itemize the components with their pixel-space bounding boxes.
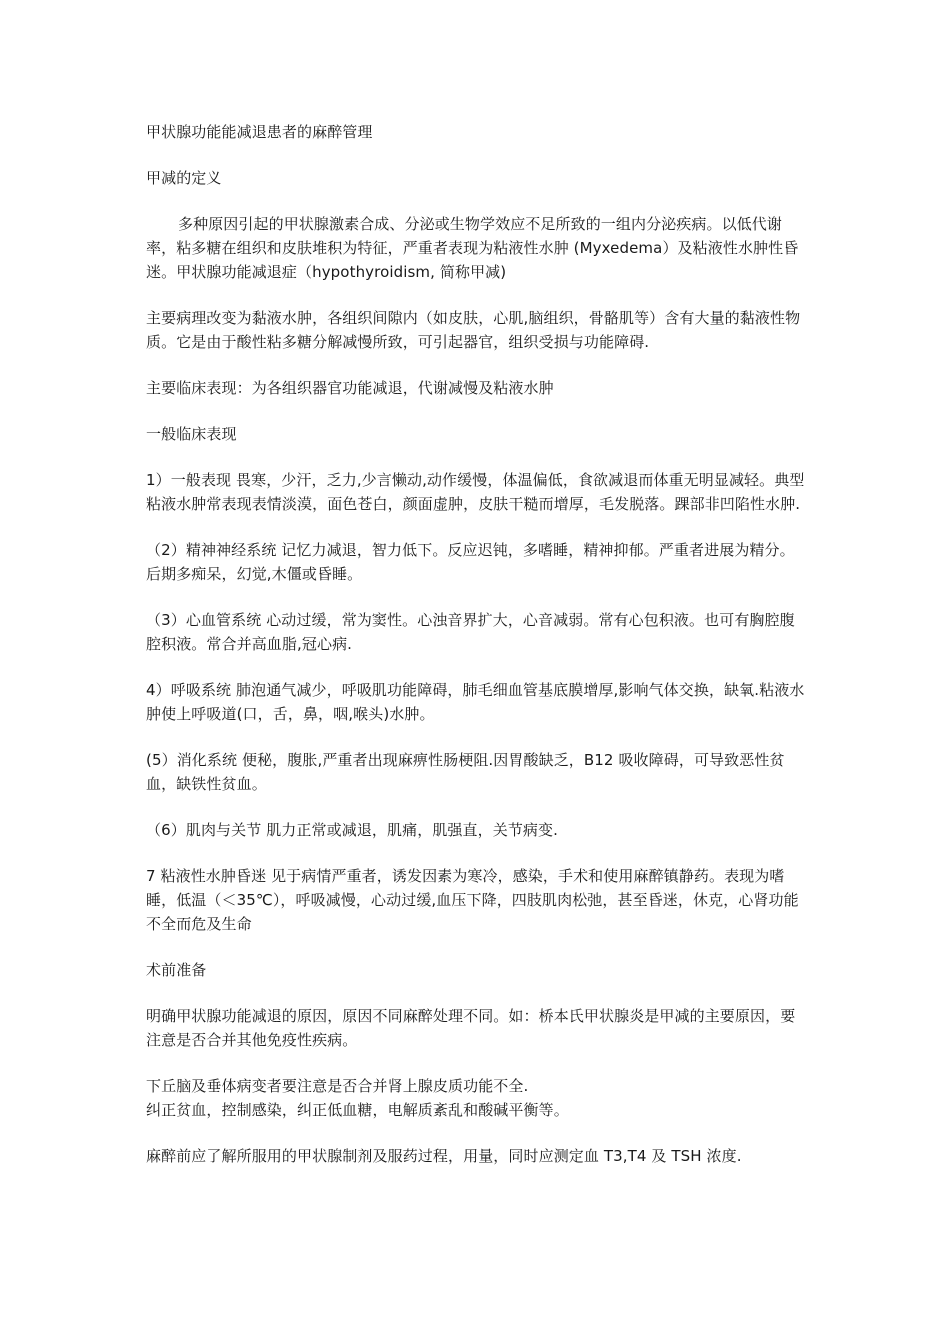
section-heading-preop: 术前准备 <box>146 961 207 979</box>
section-heading-definition: 甲减的定义 <box>146 169 222 187</box>
pathology-paragraph: 主要病理改变为黏液水肿，各组织间隙内（如皮肤，心肌,脑组织，骨骼肌等）含有大量的黏液性物质。它是由于酸性粘多糖分解减慢所致，可引起器官，组织受损与功能障碍. <box>146 309 801 351</box>
clinical-item-5: (5）消化系统 便秘，腹胀,严重者出现麻痹性肠梗阻.因胃酸缺乏，B12 吸收障碍，可导致恶性贫血，缺铁性贫血。 <box>146 751 785 793</box>
document-page <box>146 120 808 1168</box>
clinical-item-2: （2）精神神经系统 记忆力减退，智力低下。反应迟钝，多嗜睡，精神抑郁。严重者进展为精分。后期多痴呆，幻觉,木僵或昏睡。 <box>146 541 795 583</box>
clinical-item-6: （6）肌肉与关节 肌力正常或减退，肌痛，肌强直，关节病变. <box>146 821 558 839</box>
preop-paragraph-2a: 下丘脑及垂体病变者要注意是否合并肾上腺皮质功能不全. <box>146 1077 529 1095</box>
clinical-summary-paragraph: 主要临床表现：为各组织器官功能减退，代谢减慢及粘液水肿 <box>146 379 554 397</box>
clinical-item-1: 1）一般表现 畏寒，少汗，乏力,少言懒动,动作缓慢，体温偏低，食欲减退而体重无明显减轻。典型粘液水肿常表现表情淡漠，面色苍白，颜面虚肿，皮肤干糙而增厚，毛发脱落。踝部非凹陷性水肿. <box>146 471 805 513</box>
definition-paragraph: 多种原因引起的甲状腺激素合成、分泌或生物学效应不足所致的一组内分泌疾病。以低代谢率，粘多糖在组织和皮肤堆积为特征，严重者表现为粘液性水肿 (Myxedema）及粘液性水肿性昏迷。甲状腺功能减退症（hypothyroidism, 简称甲减) <box>146 215 799 281</box>
section-heading-general-clinical: 一般临床表现 <box>146 425 237 443</box>
preop-paragraph-1: 明确甲状腺功能减退的原因，原因不同麻醉处理不同。如：桥本氏甲状腺炎是甲减的主要原因，要注意是否合并其他免疫性疾病。 <box>146 1007 796 1049</box>
document-title: 甲状腺功能能减退患者的麻醉管理 <box>146 123 373 141</box>
clinical-item-4: 4）呼吸系统 肺泡通气减少，呼吸肌功能障碍，肺毛细血管基底膜增厚,影响气体交换，缺氧.粘液水肿使上呼吸道(口，舌，鼻，咽,喉头)水肿。 <box>146 681 805 723</box>
clinical-item-3: （3）心血管系统 心动过缓，常为窦性。心浊音界扩大，心音减弱。常有心包积液。也可有胸腔腹腔积液。常合并高血脂,冠心病. <box>146 611 795 653</box>
preop-paragraph-2b: 纠正贫血，控制感染，纠正低血糖，电解质紊乱和酸碱平衡等。 <box>146 1101 569 1119</box>
clinical-item-7: 7 粘液性水肿昏迷 见于病情严重者，诱发因素为寒冷，感染，手术和使用麻醉镇静药。表现为嗜睡，低温（＜35℃），呼吸减慢，心动过缓,血压下降，四肢肌肉松弛，甚至昏迷，休克，心肾功能不全而危及生命 <box>146 867 799 933</box>
preop-paragraph-3: 麻醉前应了解所服用的甲状腺制剂及服药过程，用量，同时应测定血 T3,T4 及 TSH 浓度. <box>146 1147 742 1165</box>
